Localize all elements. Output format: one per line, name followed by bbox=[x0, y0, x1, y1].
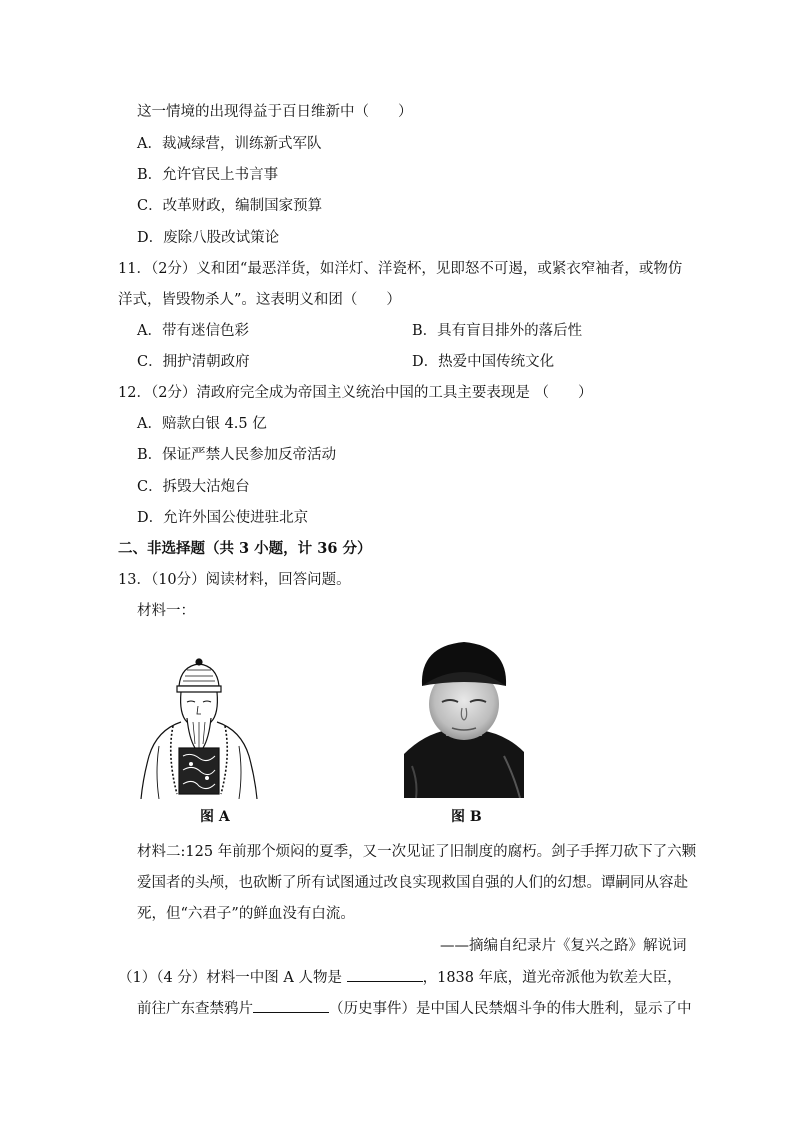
q13-sub1-line1 bbox=[118, 967, 682, 988]
q11-stem-line1: 11．（2分）义和团“最恶洋货，如洋灯、洋瓷杯，见即怒不可遏，或紧衣窄袖者，或物仿 bbox=[118, 261, 683, 277]
q13-stem: 13．（10分）阅读材料，回答问题。 bbox=[118, 572, 351, 588]
q11-option-d: D．热爱中国传统文化 bbox=[412, 354, 555, 370]
q10-option-d: D．废除八股改试策论 bbox=[137, 230, 280, 246]
q12-option-b: B．保证严禁人民参加反帝活动 bbox=[137, 447, 337, 463]
q12-option-c: C．拆毁大沽炮台 bbox=[137, 479, 250, 495]
answer-blank-2[interactable] bbox=[253, 998, 329, 1013]
q13-material2-line3: 死，但“六君子”的鲜血没有白流。 bbox=[137, 906, 355, 922]
q13-source: ——摘编自纪录片《复兴之路》解说词 bbox=[440, 938, 687, 954]
q11-option-a: A．带有迷信色彩 bbox=[137, 323, 249, 339]
q12-option-a: A．赔款白银 4.5 亿 bbox=[137, 416, 267, 432]
q11-option-b: B．具有盲目排外的落后性 bbox=[412, 323, 583, 339]
figure-a-portrait bbox=[137, 656, 262, 799]
q13-material2-line1: 材料二:125 年前那个烦闷的夏季，又一次见证了旧制度的腐朽。剑子手挥刀砍下了六颗 bbox=[137, 844, 697, 860]
sub1-text-a: （1）（4 分）材料一中图 A 人物是 bbox=[118, 970, 347, 986]
q13-sub1-line2 bbox=[137, 998, 692, 1019]
q13-material2-line2: 爱国者的头颅，也砍断了所有试图通过改良实现救国自强的人们的幻想。谭嗣同从容赴 bbox=[137, 875, 688, 891]
q11-option-c: C．拥护清朝政府 bbox=[137, 354, 250, 370]
q12-option-d: D．允许外国公使进驻北京 bbox=[137, 510, 309, 526]
q13-material1-label: 材料一： bbox=[137, 603, 195, 619]
q10-stem: 这一情境的出现得益于百日维新中（ ） bbox=[137, 104, 413, 120]
answer-blank-1[interactable] bbox=[347, 967, 423, 982]
q10-option-a: A．裁减绿营，训练新式军队 bbox=[137, 136, 322, 152]
q10-option-b: B．允许官民上书言事 bbox=[137, 167, 279, 183]
q10-option-c: C．改革财政，编制国家预算 bbox=[137, 198, 323, 214]
figure-a-caption: 图 A bbox=[200, 809, 230, 825]
section-title: 二、非选择题（共 3 小题，计 36 分） bbox=[118, 540, 372, 557]
q12-stem: 12．（2分）清政府完全成为帝国主义统治中国的工具主要表现是 （ ） bbox=[118, 385, 593, 401]
q11-stem-line2: 洋式，皆毁物杀人”。这表明义和团（ ） bbox=[118, 292, 401, 308]
figure-b-caption: 图 B bbox=[451, 809, 482, 825]
sub1-text-d: （历史事件）是中国人民禁烟斗争的伟大胜利，显示了中 bbox=[329, 1001, 692, 1017]
sub1-text-c: 前往广东查禁鸦片 bbox=[137, 1001, 253, 1017]
sub1-text-b: ，1838 年底，道光帝派他为钦差大臣， bbox=[422, 970, 682, 986]
figure-b-portrait bbox=[404, 636, 524, 798]
